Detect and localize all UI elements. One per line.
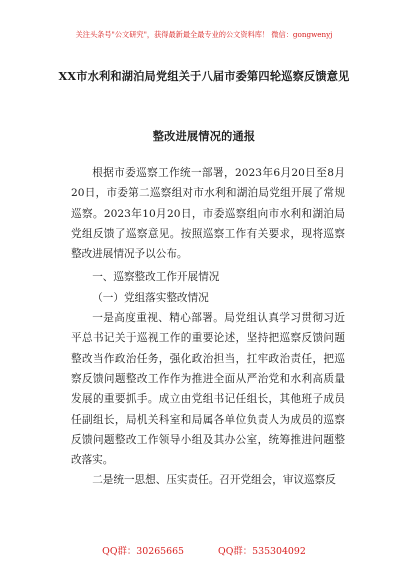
footer-contact	[0, 543, 408, 557]
qq-group-2: QQ群：535304092	[218, 546, 306, 557]
document-body	[71, 163, 345, 491]
document-title-line-2: 整改进展情况的通报	[152, 129, 256, 143]
document-title-line-1: XX市水利和湖泊局党组关于八届市委第四轮巡察反馈意见	[58, 69, 350, 83]
body-paragraph-1: 一是高度重视、精心部署。局党组认真学习贯彻习近平总书记关于巡视工作的重要论述，坚持把巡察反馈问题整改当作政治任务，强化政治担当，扛牢政治责任，把巡察反馈问题整改工作作为推进全面从严治党和水利高质量发展的重要抓手。成立由党组书记任组长，其他班子成员任副组长，局机关科室和局属各单位负责人为成员的巡察反馈问题整改工作领导小组及其办公室，统筹推进问题整改落实。	[71, 312, 345, 467]
subsection-heading-1: （一）党组落实整改情况	[92, 291, 209, 304]
qq-group-1: QQ群：30265665	[102, 546, 185, 557]
body-paragraph-2: 二是统一思想、压实责任。召开党组会，审议巡察反	[92, 474, 336, 487]
intro-paragraph: 根据市委巡察工作统一部署，2023年6月20日至8月20日，市委第二巡察组对市水利和湖泊局党组开展了常规巡察。2023年10月20日，市委巡察组向市水利和湖泊局党组反馈了巡察意见。按照巡察工作有关要求，现将巡察整改进展情况予以公布。	[71, 167, 345, 261]
section-heading-1: 一、巡察整改工作开展情况	[92, 271, 220, 284]
promo-banner: 关注头条号"公文研究"，获得最新最全最专业的公文资料库！ 微信：gongwenyj	[75, 30, 333, 39]
